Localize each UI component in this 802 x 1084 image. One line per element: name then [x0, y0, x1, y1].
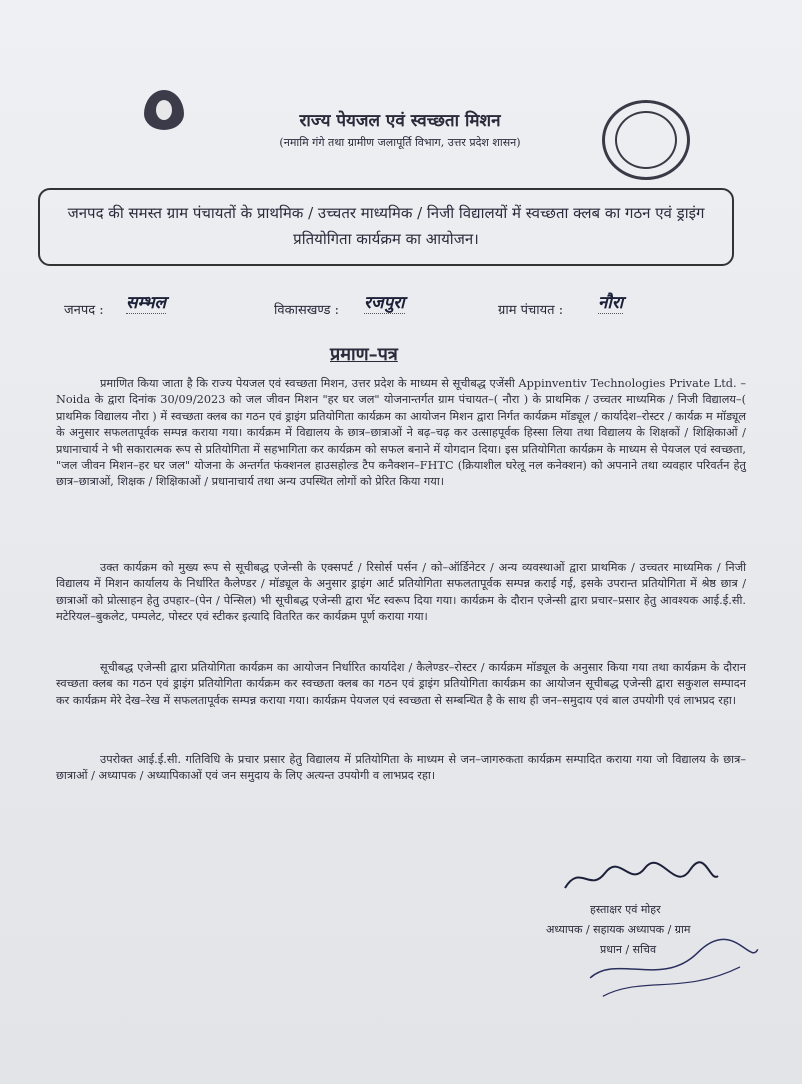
paragraph-3: सूचीबद्ध एजेन्सी द्वारा प्रतियोगिता कार्यक्रम का आयोजन निर्धारित कार्यादेश / कैलेण्डर–रोस्टर / कार्यक्रम मॉड्यूल के अनुसार किया गया तथा कार्यक्रम के दौरान स्वच्छता क्लब का गठन एवं ड्राइंग प्रतियोगिता कार्यक्रम कर स्वच्छता क्लब का गठन एवं ड्राइंग प्रतियोगिता कार्यक्रम का आयोजन सूचीबद्ध एजेन्सी द्वारा सकुशल सम्पादन कर कार्यक्रम मेरे देख–रेख में सफलतापूर्वक सम्पन्न कराया गया। कार्यक्रम पेयजल एवं स्वच्छता से सम्बन्धित है के साथ ही जन–समुदाय एवं बाल उपयोगी एवं लाभप्रद रहा।: [56, 661, 746, 707]
handwritten-signature: [560, 858, 720, 898]
signatory-role: अध्यापक / सहायक अध्यापक / ग्राम: [546, 923, 691, 936]
headmaster-stamp: [576, 923, 774, 1019]
block-value: रजपुरा: [364, 290, 405, 314]
panchayat-label: ग्राम पंचायत :: [498, 303, 564, 318]
district-label: जनपद :: [64, 303, 104, 318]
signatory-role-2: प्रधान / सचिव: [600, 943, 657, 956]
mission-subtitle: (नमामि गंगे तथा ग्रामीण जलापूर्ति विभाग, उत्तर प्रदेश शासन): [279, 136, 521, 149]
water-drop-icon: [144, 90, 184, 130]
paragraph-1: प्रमाणित किया जाता है कि राज्य पेयजल एवं स्वच्छता मिशन, उत्तर प्रदेश के माध्यम से सूचीबद्ध एजेंसी Appinventiv Technologies Private Ltd. – Noida के द्वारा दिनांक 30/09/2023 को जल जीवन मिशन "हर घर जल" योजनान्तर्गत ग्राम पंचायत–( नौरा ) के प्राथमिक / उच्चतर माध्यमिक / निजी विद्यालय–( प्राथमिक विद्यालय नौरा ) में स्वच्छता क्लब का गठन एवं ड्राइंग प्रतियोगिता कार्यक्रम का आयोजन मिशन द्वारा निर्गत कार्यक्रम मॉड्यूल / कार्यादेश–रोस्टर / कार्यक्र म मॉड्यूल के अनुसार सफलतापूर्वक सम्पन्न कराया गया। कार्यक्रम में विद्यालय के छात्र–छात्राओं ने बढ़–चढ़ कर उत्साहपूर्वक हिस्सा लिया तथा विद्यालय के शिक्षकों / शिक्षिकाओं / प्रधानाचार्य ने भी सकारात्मक रूप से प्रतियोगिता में सहभागिता कर कार्यक्रम को सफल बनाने में योगदान दिया। इस प्रतियोगिता कार्यक्रम के माध्यम से पेयजल एवं स्वच्छता, "जल जीवन मिशन–हर घर जल" योजना के अन्तर्गत फंक्शनल हाउसहोल्ड टैप कनैक्शन–FHTC (क्रियाशील घरेलू नल कनेक्शन) को अपनाने तथा व्यवहार परिवर्तन हेतु छात्र–छात्राओं, शिक्षक / शिक्षिकाओं / प्रधानाचार्य तथा अन्य उपस्थित लोगों को प्रेरित किया गया।: [56, 377, 747, 489]
mission-title: राज्य पेयजल एवं स्वच्छता मिशन: [299, 111, 501, 131]
document-header: [220, 108, 580, 150]
jal-jeevan-mission-logo: [120, 90, 208, 165]
paragraph-4: उपरोक्त आई.ई.सी. गतिविधि के प्रचार प्रसार हेतु विद्यालय में प्रतियोगिता के माध्यम से जन–जागरुकता कार्यक्रम सम्पादित कराया गया जो विद्यालय के छात्र–छात्राओं / अध्यापक / अध्यापिकाओं एवं जन समुदाय के लिए अत्यन्त उपयोगी व लाभप्रद रहा।: [56, 753, 746, 783]
paragraph-2: उक्त कार्यक्रम को मुख्य रूप से सूचीबद्ध एजेन्सी के एक्सपर्ट / रिसोर्स पर्सन / को–ऑर्डिनेटर / अन्य व्यवस्थाओं द्वारा प्राथमिक / उच्चतर माध्यमिक / निजी विद्यालय में मिशन कार्यालय के निर्धारित कैलेण्डर / मॉड्यूल के अनुसार ड्राइंग आर्ट प्रतियोगिता सफलतापूर्वक सम्पन्न कराई गई, इसके उपरान्त प्रतियोगिता में श्रेष्ठ छात्र / छात्राओं को प्रोत्साहन हेतु उपहार–(पेन / पेन्सिल) भी सूचीबद्ध एजेन्सी द्वारा भेंट स्वरूप दिया गया। कार्यक्रम के दौरान एजेन्सी द्वारा प्रचार–प्रसार हेतु आवश्यक आई.ई.सी. मटेरियल–बुकलेट, पम्पलेट, पोस्टर एवं स्टीकर इत्यादि वितरित कर कार्यक्रम पूर्ण कराया गया।: [56, 561, 747, 624]
subject-box: जनपद की समस्त ग्राम पंचायतों के प्राथमिक / उच्चतर माध्यमिक / निजी विद्यालयों में स्वच्छता क्लब का गठन एवं ड्राइंग प्रतियोगिता कार्यक्रम का आयोजन।: [38, 188, 734, 266]
up-government-seal: [602, 100, 690, 180]
signature-seal-label: हस्ताक्षर एवं मोहर: [590, 903, 661, 916]
certificate-title: प्रमाण–पत्र: [330, 344, 398, 365]
block-label: विकासखण्ड :: [274, 303, 340, 318]
district-value: सम्भल: [126, 290, 166, 314]
panchayat-value: नौरा: [598, 290, 623, 314]
